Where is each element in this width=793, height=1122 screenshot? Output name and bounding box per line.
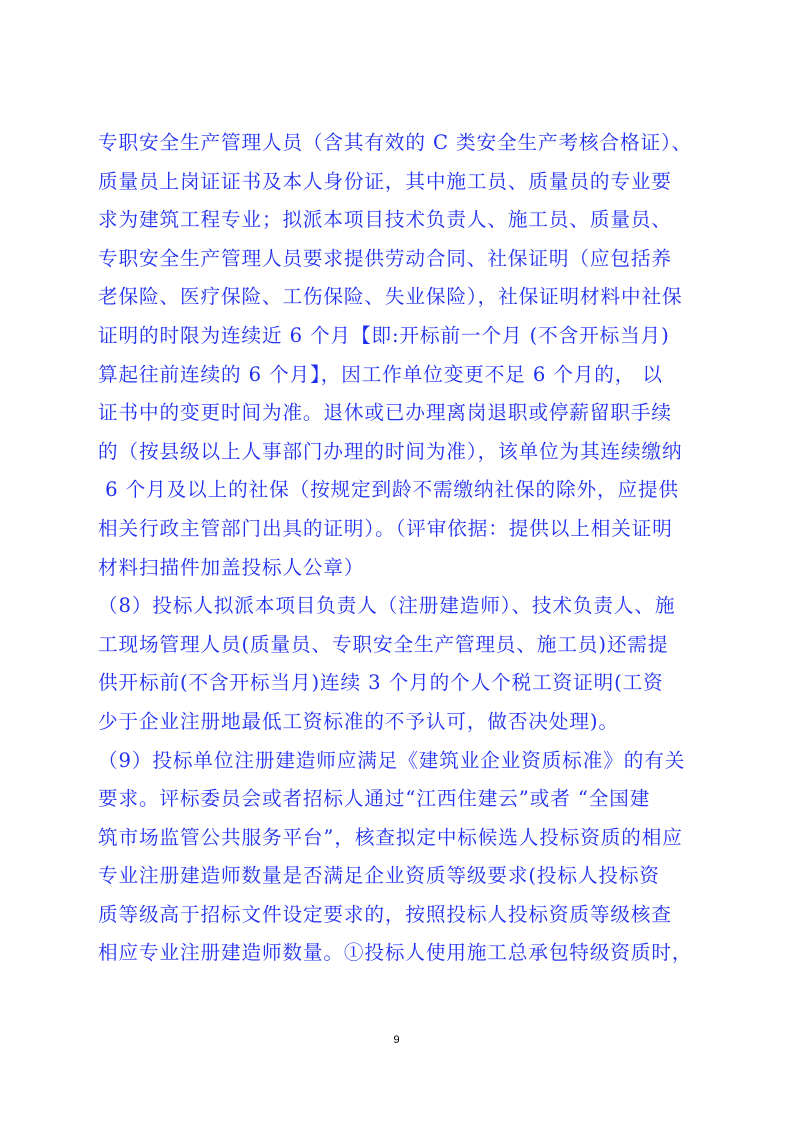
text-line-11: 相关行政主管部门出具的证明）。（评审依据：提供以上相关证明 — [98, 516, 673, 540]
body-text — [98, 124, 718, 973]
text-line-21: 质等级高于招标文件设定要求的，按照投标人投标资质等级核查 — [98, 902, 672, 926]
text-line-4: 专职安全生产管理人员要求提供劳动合同、社保证明（应包括养 — [98, 246, 672, 270]
text-line-6: 证明的时限为连续近 6 个月【即:开标前一个月 (不含开标当月) — [98, 323, 670, 347]
page-number: 9 — [393, 1034, 400, 1046]
text-line-22: 相应专业注册建造师数量。①投标人使用施工总承包特级资质时， — [98, 941, 693, 965]
text-line-5: 老保险、医疗保险、工伤保险、失业保险），社保证明材料中社保 — [98, 285, 683, 309]
text-line-13: （8）投标人拟派本项目负责人（注册建造师）、技术负责人、施 — [98, 594, 676, 618]
text-line-17: （9）投标单位注册建造师应满足《建筑业企业资质标准》的有关 — [98, 748, 686, 772]
text-line-18: 要求。评标委员会或者招标人通过“江西住建云”或者 “全国建 — [98, 787, 651, 811]
text-line-8: 证书中的变更时间为准。退休或已办理离岗退职或停薪留职手续 — [98, 401, 672, 425]
text-line-10: 6 个月及以上的社保（按规定到龄不需缴纳社保的除外，应提供 — [98, 478, 679, 502]
text-line-3: 求为建筑工程专业；拟派本项目技术负责人、施工员、质量员、 — [98, 208, 672, 232]
text-line-19: 筑市场监管公共服务平台”，核查拟定中标候选人投标资质的相应 — [98, 825, 683, 849]
text-line-1: 专职安全生产管理人员（含其有效的 C 类安全生产考核合格证）、 — [98, 131, 693, 154]
text-line-7: 算起往前连续的 6 个月】，因工作单位变更不足 6 个月的， 以 — [98, 362, 663, 386]
text-line-20: 专业注册建造师数量是否满足企业资质等级要求(投标人投标资 — [98, 864, 660, 888]
text-line-2: 质量员上岗证证书及本人身份证，其中施工员、质量员的专业要 — [98, 169, 672, 193]
text-line-16: 少于企业注册地最低工资标准的不予认可，做否决处理)。 — [98, 709, 619, 733]
text-line-14: 工现场管理人员(质量员、专职安全生产管理员、施工员)还需提 — [98, 632, 669, 656]
text-line-12: 材料扫描件加盖投标人公章） — [98, 555, 365, 579]
text-line-15: 供开标前(不含开标当月)连续 3 个月的个人个税工资证明(工资 — [98, 671, 664, 695]
text-line-9: 的（按县级以上人事部门办理的时间为准），该单位为其连续缴纳 — [98, 439, 683, 463]
